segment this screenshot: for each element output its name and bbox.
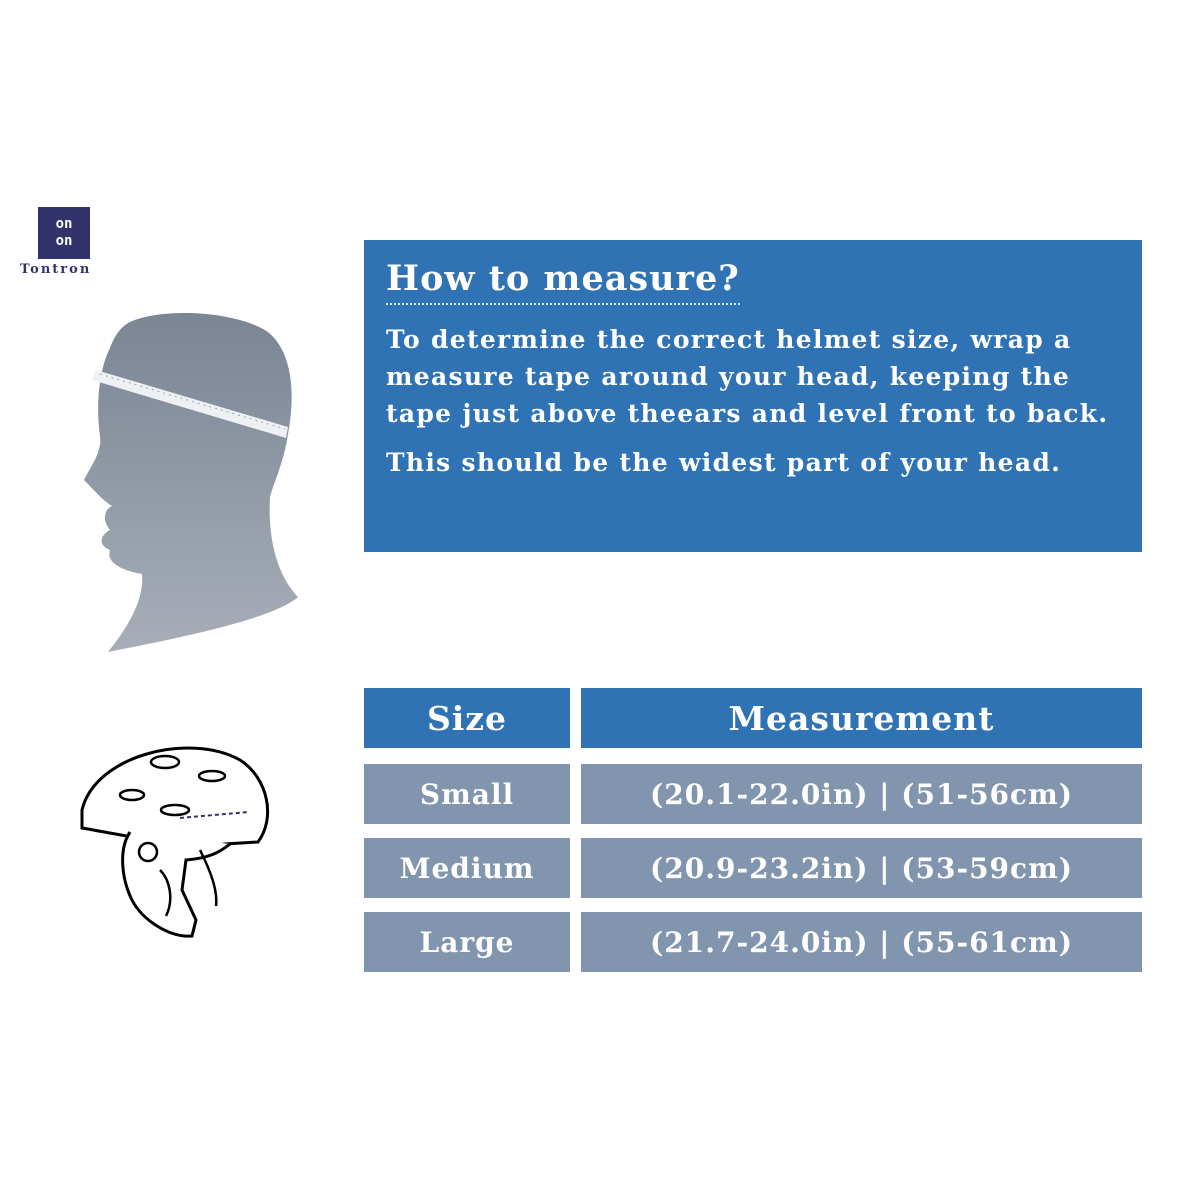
measurement-cell-small: (20.1-22.0in) | (51-56cm) <box>581 764 1142 824</box>
size-cell-large: Large <box>364 912 570 972</box>
logo-glyph-top: on <box>55 216 73 232</box>
measurement-cell-medium: (20.9-23.2in) | (53-59cm) <box>581 838 1142 898</box>
how-to-measure-title: How to measure? <box>386 258 740 305</box>
measure-note: This should be the widest part of your head. <box>386 448 1062 477</box>
brand-logo <box>38 207 90 259</box>
logo-glyph-bottom: on <box>55 233 73 249</box>
measurement-header: Measurement <box>581 688 1142 748</box>
size-header: Size <box>364 688 570 748</box>
how-to-measure-panel <box>364 240 1142 552</box>
size-cell-small: Small <box>364 764 570 824</box>
brand-name: Tontron <box>20 262 92 277</box>
helmet-illustration <box>70 740 270 940</box>
measure-instructions: To determine the correct helmet size, wrap a measure tape around your head, keeping the tape just above theears and level front to back. <box>386 325 1109 428</box>
head-measure-illustration <box>60 312 320 657</box>
size-cell-medium: Medium <box>364 838 570 898</box>
measurement-cell-large: (21.7-24.0in) | (55-61cm) <box>581 912 1142 972</box>
